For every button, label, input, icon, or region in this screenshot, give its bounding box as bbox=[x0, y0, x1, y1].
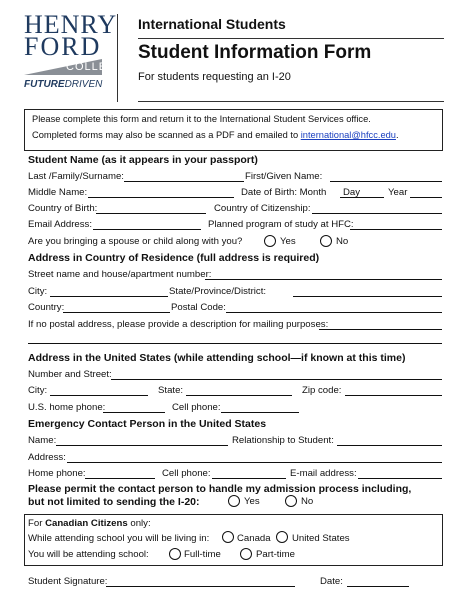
logo-college: COLLEGE bbox=[66, 61, 125, 73]
us-zip-field[interactable] bbox=[345, 395, 442, 396]
emergency-heading: Emergency Contact Person in the United States bbox=[28, 418, 267, 430]
header-note: For students requesting an I-20 bbox=[138, 71, 291, 83]
emergency-email-label: E-mail address: bbox=[290, 468, 357, 479]
permit-yes-label: Yes bbox=[244, 496, 260, 507]
us-zip-label: Zip code: bbox=[302, 385, 342, 396]
canadian-citizens-bold: Canadian Citizens bbox=[45, 518, 128, 529]
header-divider bbox=[117, 14, 118, 102]
logo-tagline-driven: DRIVEN bbox=[64, 79, 103, 90]
dob-year-field[interactable] bbox=[410, 197, 442, 198]
first-name-label: First/Given Name: bbox=[245, 171, 323, 182]
instructions-line2-suffix: . bbox=[395, 130, 399, 140]
residence-country-label: Country: bbox=[28, 302, 65, 313]
header-rule-top bbox=[138, 38, 444, 39]
middle-name-field[interactable] bbox=[88, 197, 234, 198]
email-link[interactable]: international@hfcc.edu bbox=[300, 130, 396, 140]
instructions-line2 bbox=[32, 131, 399, 140]
birth-country-field[interactable] bbox=[96, 213, 206, 214]
residence-postal-label: Postal Code: bbox=[171, 302, 226, 313]
program-field[interactable] bbox=[350, 229, 442, 230]
residence-street-label: Street name and house/apartment number: bbox=[28, 269, 212, 280]
spouse-yes-radio[interactable] bbox=[264, 235, 276, 247]
attending-question: You will be attending school: bbox=[28, 549, 149, 560]
emergency-address-label: Address: bbox=[28, 452, 66, 463]
program-label: Planned program of study at HFC: bbox=[208, 219, 354, 230]
page-title: Student Information Form bbox=[138, 42, 372, 63]
living-canada-label: Canada bbox=[237, 533, 271, 544]
us-state-field[interactable] bbox=[186, 395, 292, 396]
instructions-line2-prefix: Completed forms may also be scanned as a PDF and emailed to bbox=[32, 130, 301, 140]
emergency-email-field[interactable] bbox=[358, 478, 442, 479]
living-us-label: United States bbox=[292, 533, 350, 544]
permit-no-radio[interactable] bbox=[285, 495, 297, 507]
emergency-home-phone-field[interactable] bbox=[85, 478, 155, 479]
emergency-cell-phone-field[interactable] bbox=[212, 478, 286, 479]
us-cell-phone-label: Cell phone: bbox=[172, 402, 221, 413]
instructions-line1: Please complete this form and return it to the International Student Services office. bbox=[32, 114, 371, 124]
logo-tagline-future: FUTURE bbox=[24, 79, 65, 90]
canadian-for-suffix: only: bbox=[127, 518, 151, 529]
header-subtitle: International Students bbox=[138, 16, 286, 32]
date-field[interactable] bbox=[347, 586, 409, 587]
email-address-label: Email Address: bbox=[28, 219, 92, 230]
residence-street-field[interactable] bbox=[205, 279, 442, 280]
residence-city-field[interactable] bbox=[50, 296, 168, 297]
canadian-for-prefix: For bbox=[28, 518, 46, 529]
spouse-no-label: No bbox=[336, 236, 349, 247]
residence-city-label: City: bbox=[28, 286, 48, 297]
citizenship-label: Country of Citizenship: bbox=[214, 203, 311, 214]
permit-line1: Please permit the contact person to handle my admission process including, bbox=[28, 483, 412, 495]
permit-yes-radio[interactable] bbox=[228, 495, 240, 507]
living-us-radio[interactable] bbox=[276, 531, 288, 543]
relationship-label: Relationship to Student: bbox=[232, 435, 334, 446]
emergency-address-field[interactable] bbox=[67, 462, 442, 463]
spouse-yes-label: Yes bbox=[280, 236, 296, 247]
no-postal-label: If no postal address, please provide a description for mailing purposes: bbox=[28, 319, 329, 330]
residence-heading: Address in Country of Residence (full address is required) bbox=[28, 252, 320, 264]
us-city-label: City: bbox=[28, 385, 48, 396]
last-name-field[interactable] bbox=[124, 181, 244, 182]
us-cell-phone-field[interactable] bbox=[221, 412, 299, 413]
header-rule-bottom bbox=[138, 101, 444, 102]
residence-state-field[interactable] bbox=[293, 296, 442, 297]
us-home-phone-field[interactable] bbox=[103, 412, 165, 413]
signature-field[interactable] bbox=[106, 586, 295, 587]
us-city-field[interactable] bbox=[50, 395, 148, 396]
no-postal-field-line2[interactable] bbox=[28, 343, 442, 344]
residence-postal-field[interactable] bbox=[226, 312, 442, 313]
spouse-no-radio[interactable] bbox=[320, 235, 332, 247]
attending-parttime-radio[interactable] bbox=[240, 548, 252, 560]
birth-country-label: Country of Birth: bbox=[28, 203, 98, 214]
emergency-cell-phone-label: Cell phone: bbox=[162, 468, 211, 479]
date-label: Date: bbox=[320, 576, 343, 587]
us-state-label: State: bbox=[158, 385, 184, 396]
dob-day-label: Day bbox=[343, 187, 361, 198]
attending-fulltime-radio[interactable] bbox=[169, 548, 181, 560]
dob-month-label: Date of Birth: Month bbox=[241, 187, 327, 198]
residence-state-label: State/Province/District: bbox=[169, 286, 267, 297]
email-address-field[interactable] bbox=[93, 229, 201, 230]
student-name-heading: Student Name (as it appears in your passport) bbox=[28, 154, 258, 166]
no-postal-field[interactable] bbox=[319, 329, 442, 330]
logo-ford: FORD bbox=[24, 32, 102, 61]
us-street-field[interactable] bbox=[111, 379, 442, 380]
emergency-home-phone-label: Home phone: bbox=[28, 468, 86, 479]
logo-henry: HENRY bbox=[24, 10, 118, 39]
permit-no-label: No bbox=[301, 496, 314, 507]
emergency-name-field[interactable] bbox=[56, 445, 228, 446]
permit-line2: but not limited to sending the I-20: bbox=[28, 496, 200, 508]
living-question: While attending school you will be living in: bbox=[28, 533, 210, 544]
dob-day-field[interactable] bbox=[362, 197, 384, 198]
us-street-label: Number and Street: bbox=[28, 369, 112, 380]
canadian-for-label bbox=[28, 519, 151, 529]
attending-parttime-label: Part-time bbox=[256, 549, 295, 560]
emergency-name-label: Name: bbox=[28, 435, 57, 446]
dob-year-label: Year bbox=[388, 187, 408, 198]
us-address-heading: Address in the United States (while attending school—if known at this time) bbox=[28, 352, 406, 364]
attending-fulltime-label: Full-time bbox=[184, 549, 221, 560]
relationship-field[interactable] bbox=[337, 445, 442, 446]
spouse-question: Are you bringing a spouse or child along with you? bbox=[28, 236, 243, 247]
residence-country-field[interactable] bbox=[63, 312, 170, 313]
middle-name-label: Middle Name: bbox=[28, 187, 88, 198]
living-canada-radio[interactable] bbox=[222, 531, 234, 543]
citizenship-field[interactable] bbox=[312, 213, 442, 214]
last-name-label: Last /Family/Surname: bbox=[28, 171, 124, 182]
signature-label: Student Signature: bbox=[28, 576, 108, 587]
first-name-field[interactable] bbox=[330, 181, 442, 182]
us-home-phone-label: U.S. home phone: bbox=[28, 402, 106, 413]
